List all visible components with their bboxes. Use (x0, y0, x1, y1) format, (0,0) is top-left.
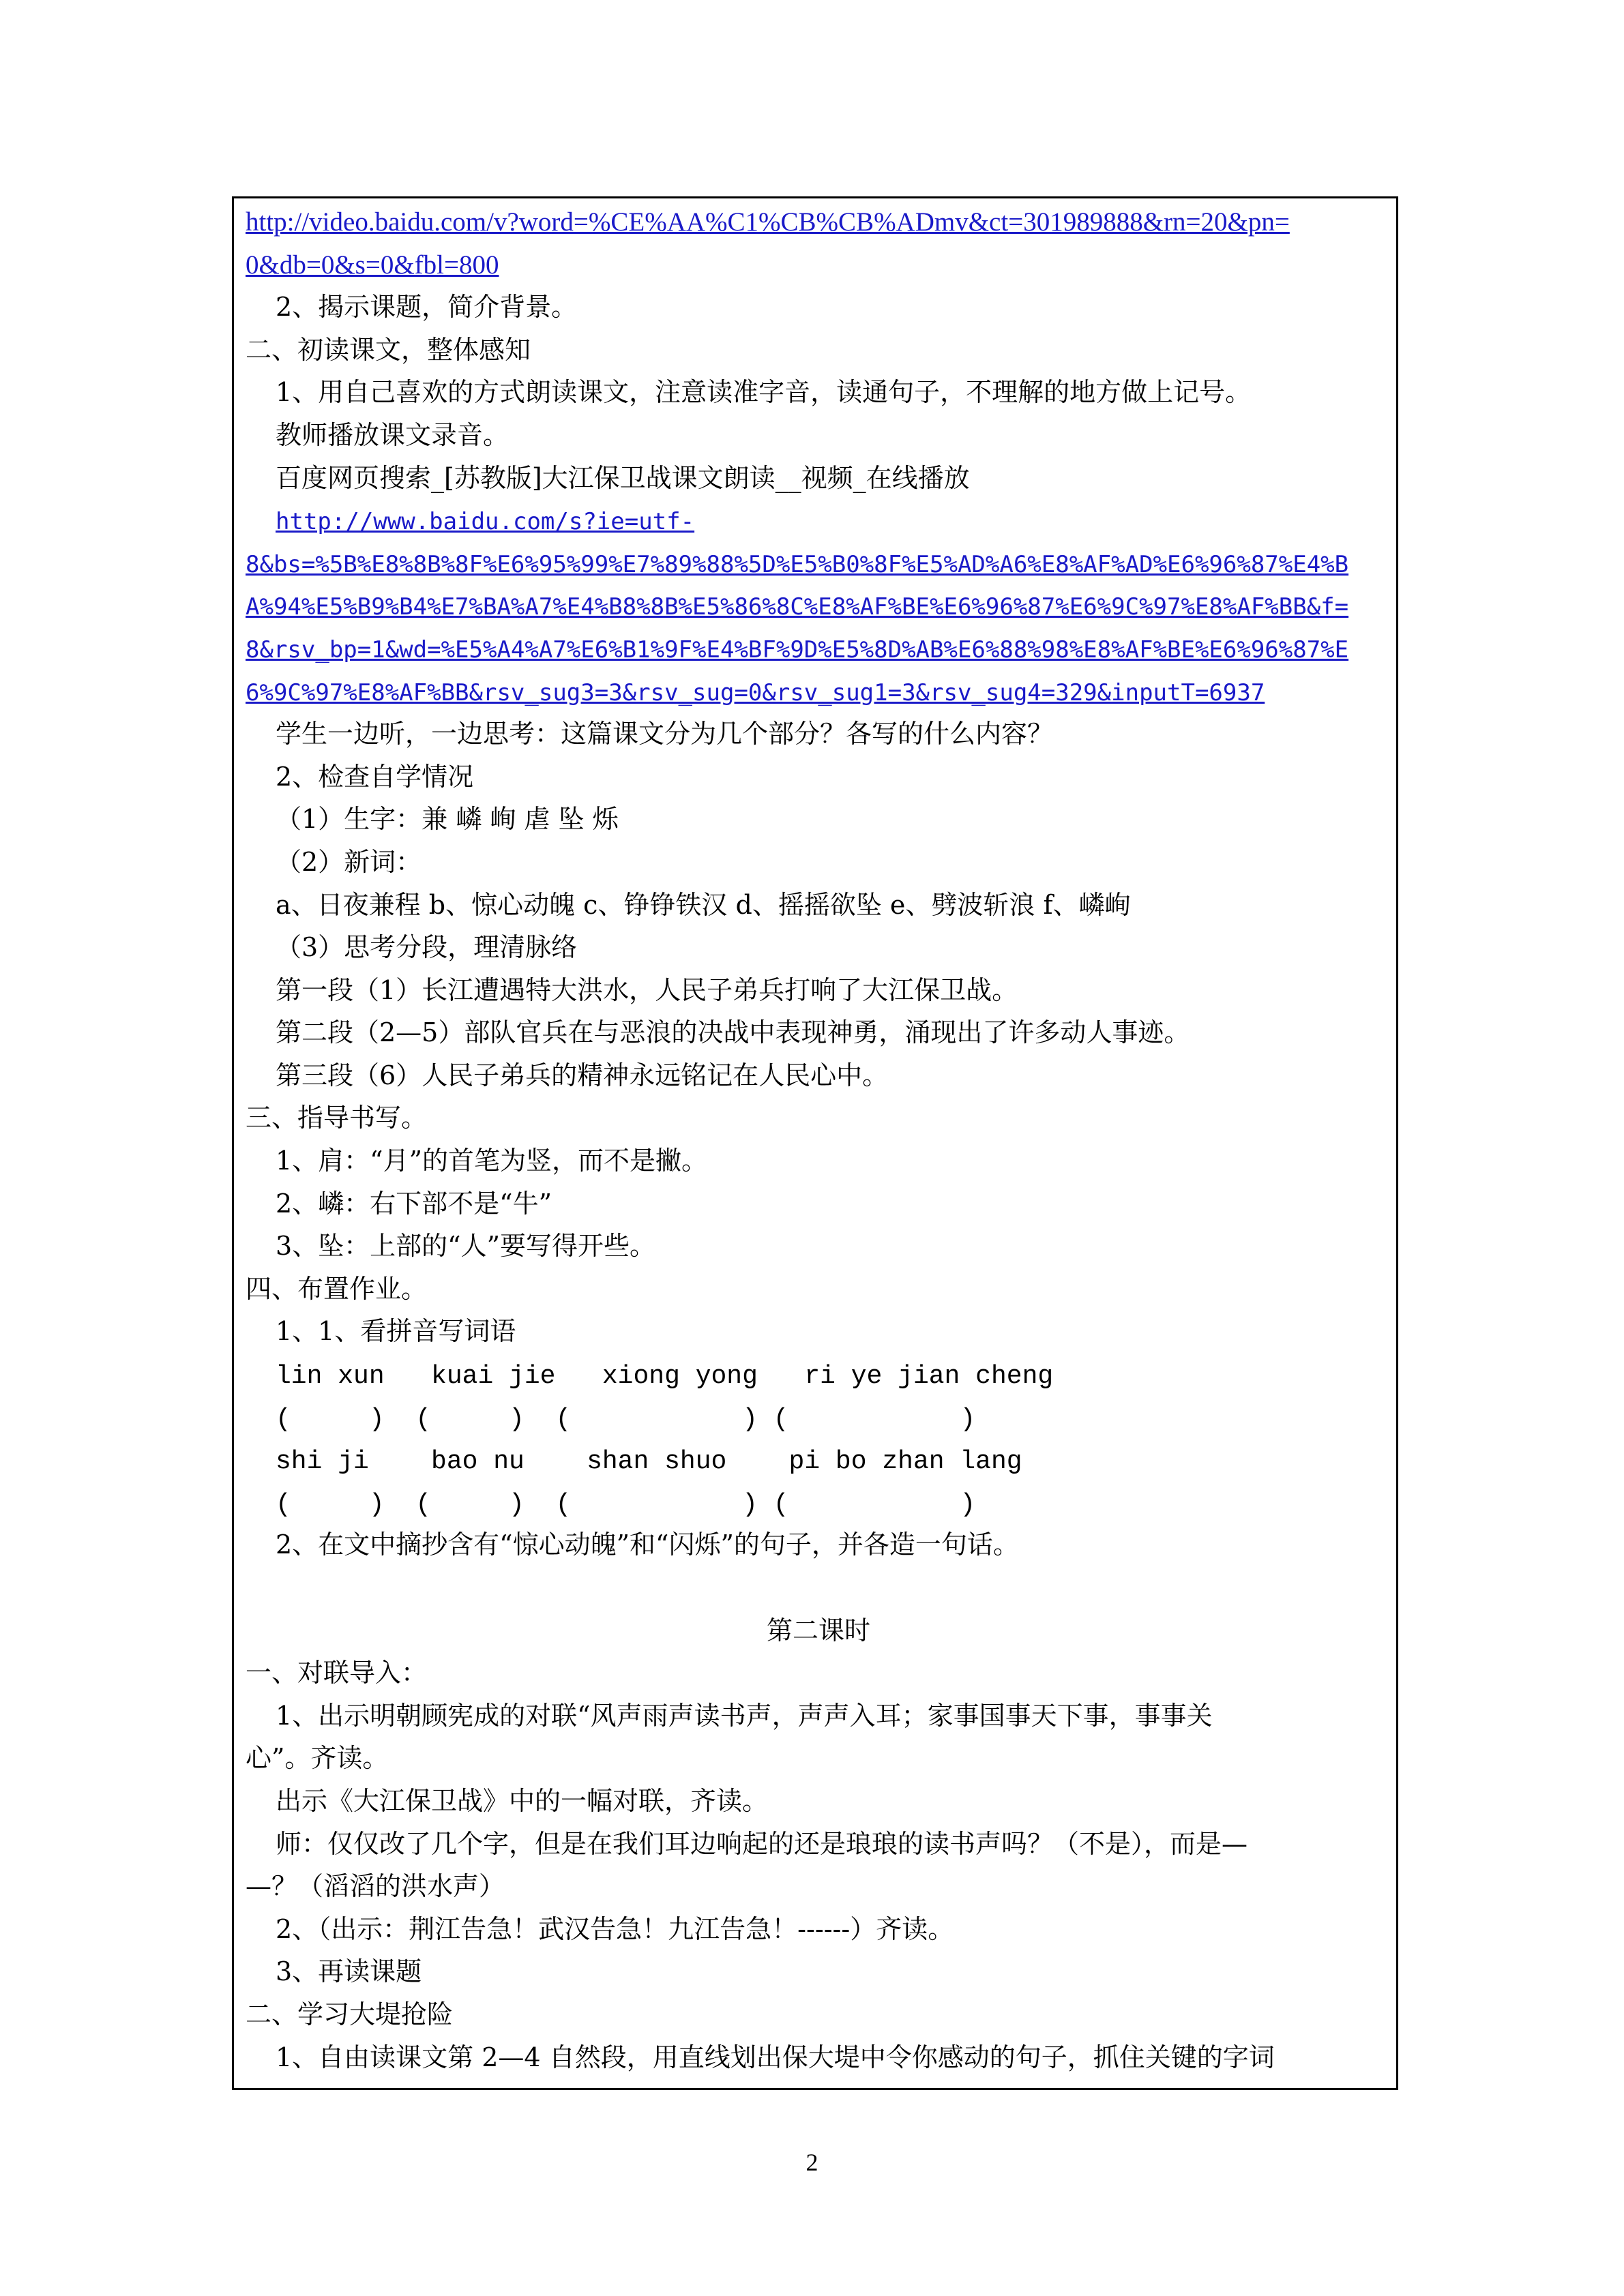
line-text: shi ji bao nu shan shuo pi bo zhan lang (276, 1447, 1022, 1477)
text-line (246, 1566, 1391, 1609)
line-text[interactable]: A%94%E5%B9%B4%E7%BA%A7%E4%B8%8B%E5%86%8C%E8%AF%BE%E6%96%87%E6%9C%97%E8%AF%BB&f= (246, 593, 1349, 621)
pinyin-exercise-line (246, 1481, 1391, 1524)
text-line (246, 1182, 1391, 1225)
line-text: 学生一边听，一边思考：这篇课文分为几个部分？各写的什么内容？ (276, 719, 1054, 749)
line-text: 1、自由读课文第 2—4 自然段，用直线划出保大堤中令你感动的句子，抓住关键的字词 (276, 2042, 1275, 2072)
text-line (246, 457, 1391, 500)
text-line (246, 371, 1391, 414)
text-line (246, 286, 1391, 329)
line-text: （3）思考分段，理清脉络 (276, 932, 578, 963)
lesson-plan-content (246, 200, 1391, 2078)
line-text: 3、再读课题 (276, 1956, 422, 1987)
pinyin-exercise-line (246, 1353, 1391, 1396)
pinyin-exercise-line (246, 1396, 1391, 1439)
text-line (246, 1865, 1391, 1908)
hyperlink-line[interactable] (246, 627, 1391, 670)
text-line (246, 2036, 1391, 2079)
line-text: a、日夜兼程 b、惊心动魄 c、铮铮铁汉 d、摇摇欲坠 e、劈波斩浪 f、嶙峋 (276, 889, 1131, 920)
pinyin-exercise-line (246, 1438, 1391, 1481)
text-line (246, 756, 1391, 799)
text-line (246, 1268, 1391, 1311)
text-line (246, 884, 1391, 927)
line-text[interactable]: http://video.baidu.com/v?word=%CE%AA%C1%CB%CB%ADmv&ct=301989888&rn=20&pn= (246, 207, 1290, 237)
line-text[interactable]: 0&db=0&s=0&fbl=800 (246, 250, 499, 280)
text-line (246, 1652, 1391, 1695)
hyperlink-line[interactable] (246, 499, 1391, 542)
text-line (246, 1310, 1391, 1353)
line-text: 教师播放课文录音。 (276, 419, 510, 450)
text-line (246, 969, 1391, 1012)
text-line (246, 1993, 1391, 2036)
line-text: 三、指导书写。 (246, 1103, 428, 1133)
line-text: lin xun kuai jie xiong yong ri ye jian cheng (276, 1362, 1054, 1392)
line-text: 2、（出示：荆江告急！武汉告急！九江告急！------）齐读。 (276, 1913, 954, 1944)
line-text: 百度网页搜索_[苏教版]大江保卫战课文朗读__视频_在线播放 (276, 462, 970, 493)
line-text: 心”。齐读。 (246, 1743, 389, 1774)
text-line (246, 1054, 1391, 1097)
text-line (246, 1225, 1391, 1268)
line-text[interactable]: 8&bs=%5B%E8%8B%8F%E6%95%99%E7%89%88%5D%E5%B0%8F%E5%AD%A6%E8%AF%AD%E6%96%87%E4%B (246, 550, 1349, 578)
line-text: 一、对联导入： (246, 1658, 428, 1688)
line-text: 1、出示明朝顾宪成的对联“风声雨声读书声，声声入耳；家事国事天下事，事事关 (276, 1700, 1213, 1731)
line-text[interactable]: 6%9C%97%E8%AF%BB&rsv_sug3=3&rsv_sug=0&rsv_sug1=3&rsv_sug4=329&inputT=6937 (246, 679, 1265, 706)
line-text: 第三段（6）人民子弟兵的精神永远铭记在人民心中。 (276, 1060, 889, 1090)
text-line (246, 841, 1391, 884)
hyperlink-line[interactable] (246, 243, 1391, 286)
text-line (246, 1139, 1391, 1182)
text-line (246, 1823, 1391, 1866)
line-text: 2、检查自学情况 (276, 761, 474, 792)
text-line (246, 1695, 1391, 1738)
line-text: ( ) ( ) ( ) ( ) (276, 1404, 976, 1434)
line-text: 第二段（2—5）部队官兵在与恶浪的决战中表现神勇，涌现出了许多动人事迹。 (276, 1017, 1190, 1048)
line-text[interactable]: http://www.baidu.com/s?ie=utf- (276, 508, 695, 536)
hyperlink-line[interactable] (246, 584, 1391, 627)
line-text: （1）生字：兼 嶙 峋 虐 坠 烁 (276, 804, 619, 835)
text-line (246, 1908, 1391, 1951)
line-text: 二、初读课文，整体感知 (246, 334, 531, 365)
page-number: 2 (806, 2149, 818, 2176)
line-text: —？（滔滔的洪水声） (246, 1871, 505, 1902)
text-line (246, 1737, 1391, 1780)
line-text: 1、肩：“月”的首笔为竖，而不是撇。 (276, 1146, 708, 1176)
text-line (246, 1950, 1391, 1993)
hyperlink-line[interactable] (246, 670, 1391, 713)
text-line (246, 414, 1391, 457)
text-line (246, 1523, 1391, 1566)
line-text: 第一段（1）长江遭遇特大洪水，人民子弟兵打响了大江保卫战。 (276, 974, 1018, 1005)
line-text: ( ) ( ) ( ) ( ) (276, 1489, 976, 1519)
hyperlink-line[interactable] (246, 200, 1391, 243)
line-text: （2）新词： (276, 846, 422, 877)
line-text: 二、学习大堤抢险 (246, 1999, 454, 2029)
line-text: 1、用自己喜欢的方式朗读课文，注意读准字音，读通句子，不理解的地方做上记号。 (276, 377, 1252, 408)
line-text: 2、揭示课题，简介背景。 (276, 292, 578, 323)
text-line (246, 1011, 1391, 1054)
text-line (246, 1780, 1391, 1823)
line-text: 1、1、看拼音写词语 (276, 1316, 516, 1347)
hyperlink-line[interactable] (246, 542, 1391, 585)
text-line (246, 798, 1391, 841)
text-line (246, 713, 1391, 756)
line-text: 3、坠：上部的“人”要写得开些。 (276, 1231, 656, 1262)
text-line (246, 926, 1391, 969)
line-text[interactable]: 8&rsv_bp=1&wd=%E5%A4%A7%E6%B1%9F%E4%BF%9D%E5%8D%AB%E6%88%98%E8%AF%BE%E6%96%87%E (246, 636, 1349, 664)
line-text: 第二课时 (766, 1615, 870, 1645)
line-text: 出示《大江保卫战》中的一幅对联，齐读。 (276, 1785, 769, 1816)
line-text: 四、布置作业。 (246, 1273, 428, 1304)
text-line (246, 329, 1391, 372)
line-text: 2、在文中摘抄含有“惊心动魄”和“闪烁”的句子，并各造一句话。 (276, 1530, 1019, 1560)
section-title (246, 1609, 1391, 1652)
line-text: 师：仅仅改了几个字，但是在我们耳边响起的还是琅琅的读书声吗？（不是），而是— (276, 1828, 1248, 1859)
text-line (246, 1097, 1391, 1139)
line-text: 2、嶙：右下部不是“牛” (276, 1188, 552, 1219)
